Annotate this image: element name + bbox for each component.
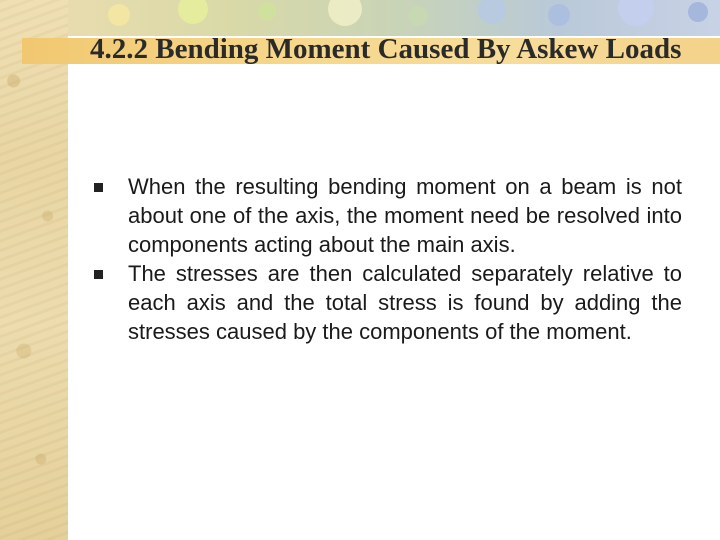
parchment-strip: [0, 0, 68, 540]
bullet-item: [94, 259, 682, 346]
flower-decoration: [408, 6, 428, 26]
flower-decoration: [328, 0, 362, 26]
square-bullet-icon: [94, 270, 103, 279]
flower-decoration: [548, 4, 570, 26]
bullet-text: When the resulting bending moment on a beam is not about one of the axis, the moment need be resolved into components acting about the main axis.: [128, 174, 682, 257]
flower-decoration: [258, 2, 276, 20]
flower-decoration: [618, 0, 654, 26]
slide-title: 4.2.2 Bending Moment Caused By Askew Loads: [90, 33, 682, 65]
flower-decoration: [478, 0, 506, 24]
bullet-item: [94, 172, 682, 259]
flower-decoration: [108, 4, 130, 26]
bullet-list: [94, 172, 682, 346]
bullet-text: The stresses are then calculated separately relative to each axis and the total stress is found by adding the stresses caused by the components of the moment.: [128, 261, 682, 344]
flower-decoration: [178, 0, 208, 24]
square-bullet-icon: [94, 183, 103, 192]
flower-decoration: [688, 2, 708, 22]
